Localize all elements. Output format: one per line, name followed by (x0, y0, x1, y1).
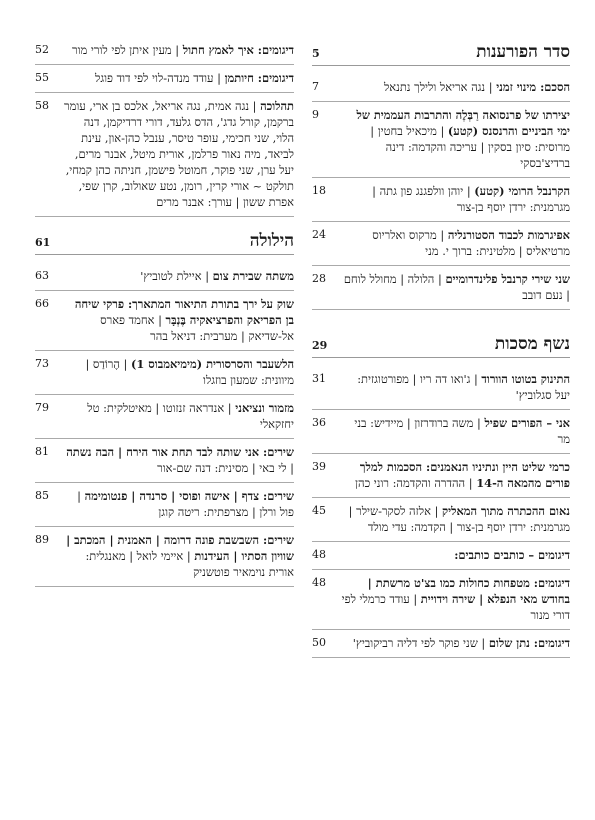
section-title: סדר הפורענות (476, 42, 570, 62)
entry-credits: | הלולה | מחולל לוחם | נעם דובב (343, 272, 570, 302)
entry-credits: | איימי לואל | מאנגלית: אורית נוימאיר פוטשניק (85, 549, 294, 579)
entry-title: אני – הפורים שפיל (484, 416, 570, 430)
toc-entry[interactable] (35, 527, 294, 587)
toc-entry[interactable] (35, 263, 294, 291)
entry-title: דיגומים: נתן שלום (488, 636, 570, 650)
entry-credits: | יוהן וולפגנג פון גתה | מגרמנית: ירדן יוסף בן-צור (372, 184, 570, 214)
entry-page-number: 48 (312, 576, 326, 589)
entry-title: הסכם: מינוי זמני (496, 80, 570, 94)
entry-title: דיגומים: מטפחות כחולות כמו בצ'ט מרשתת | בחודש מאי הנפלא | שירה וידויית (367, 576, 570, 606)
entry-title: שני שירי קרנבל פלינדרומיים (445, 272, 570, 286)
entry-page-number: 28 (312, 272, 326, 285)
section-title: הילולה (249, 231, 294, 251)
entry-page-number: 48 (312, 548, 326, 561)
entry-title: דיגומים: חיותמן (224, 71, 294, 85)
entry-title: הלשעבר והסרסורית (מימיאמבוס 1) (131, 357, 294, 371)
entry-credits: | אחמד פארס אל-שדיאק | מערבית: דניאל בהר (100, 313, 294, 343)
entry-title: יצירתו של פרנסואה רַבְּלֶה והתרבות העממית של ימי הביניים והרנסנס (קטע) (356, 108, 570, 138)
toc-entry[interactable] (312, 454, 570, 498)
entry-page-number: 55 (35, 71, 49, 84)
entry-title: הקרנבל הרומי (קטע) (474, 184, 570, 198)
entry-credits: | אלזה לסקר-שילר | מגרמנית: ירדן יוסף בן-צור | הקדמה: עדי מולד (348, 504, 570, 534)
entry-credits: | הֶרוֹדַס | מיוונית: שמעון בוזגלו (85, 357, 294, 387)
entry-credits: | ג'ואו דה ריו | מפורטוגזית: יעל סגלוביץ' (357, 372, 570, 402)
entry-credits: | משה ברודרזון | מיידיש: בני מר (354, 416, 570, 446)
entry-title: שירים: צדף | אישה ופוסי | סרנדה | פנטומימה (84, 489, 294, 503)
entry-title: כרמי שליט היין ונתיניו הנאמנים: הסכמות למלך פורים מהמאה ה-14 (359, 460, 570, 490)
entry-page-number: 79 (35, 401, 49, 414)
entry-page-number: 89 (35, 533, 49, 546)
toc-entry[interactable] (312, 630, 570, 658)
entry-page-number: 45 (312, 504, 326, 517)
entry-title: אפיגרמות לכבוד הסטורנליה (447, 228, 570, 242)
entry-page-number: 85 (35, 489, 49, 502)
entry-credits: | לי באי | מסינית: דנה שם-אור (157, 461, 294, 475)
toc-entry[interactable] (312, 102, 570, 178)
section-page: 61 (35, 236, 51, 249)
entry-title: דיגומים: איך לאמץ חתול (182, 43, 294, 57)
toc-entry[interactable] (35, 439, 294, 483)
entry-page-number: 73 (35, 357, 49, 370)
toc-entry[interactable] (312, 498, 570, 542)
entry-page-number: 18 (312, 184, 326, 197)
section-header (312, 42, 570, 66)
toc-entry[interactable] (35, 351, 294, 395)
entry-page-number: 58 (35, 99, 49, 112)
entry-page-number: 36 (312, 416, 326, 429)
entry-page-number: 24 (312, 228, 326, 241)
toc-entry[interactable] (312, 542, 570, 570)
entry-title: מזמור ונציאני (235, 401, 294, 415)
entry-credits: | עודד כרמלי לפי דורי מנור (341, 592, 570, 622)
entry-credits: | אנדראה זנזוטו | מאיטלקית: טל יחזקאלי (87, 401, 294, 431)
toc-entry[interactable] (312, 570, 570, 630)
entry-title: משתה שבירת צום (212, 269, 294, 283)
spacer (35, 217, 294, 231)
entry-credits: | ההדרה והקדמה: רוני כהן (355, 476, 473, 490)
section-title: נשף מסכות (494, 334, 570, 354)
toc-entry[interactable] (312, 366, 570, 410)
entry-page-number: 39 (312, 460, 326, 473)
entry-page-number: 52 (35, 43, 49, 56)
entry-page-number: 9 (312, 108, 319, 121)
toc-entry[interactable] (312, 266, 570, 310)
toc-entry[interactable] (35, 65, 294, 93)
entry-credits: | מרקוס ואלריוס מרטיאליס | מלטינית: ברוך י. מני (372, 228, 570, 258)
spacer (312, 310, 570, 334)
entry-credits: | מעין איתן לפי לורי מור (72, 43, 180, 57)
entry-credits: | נגה אריאל ולילך נתנאל (383, 80, 493, 94)
toc-entry[interactable] (312, 222, 570, 266)
entry-title: שוק על ירך בתורת התיאור המתארך: פרקי שיחה בן הפריאק והפרציאקיה בֶּנְבָּר (74, 297, 294, 327)
entry-page-number: 7 (312, 80, 319, 93)
entry-page-number: 81 (35, 445, 49, 458)
left-column (35, 42, 294, 587)
entry-title: תהלוכה (260, 99, 294, 113)
right-column (312, 42, 570, 658)
toc-entry[interactable] (35, 291, 294, 351)
entry-page-number: 31 (312, 372, 326, 385)
toc-entry[interactable] (35, 395, 294, 439)
toc-entry[interactable] (35, 93, 294, 217)
entry-credits: | עודד מנדה-לוי לפי דוד פוגל (95, 71, 221, 85)
toc-entry[interactable] (312, 74, 570, 102)
entry-title: שירים: אני שותה לבד תחת אור הירח | הבה נשתה (66, 445, 294, 459)
entry-page-number: 63 (35, 269, 49, 282)
entry-credits: | פול ורלן | מצרפתית: ריטה קוגן (77, 489, 294, 519)
toc-entry[interactable] (312, 178, 570, 222)
entry-credits: | מיכאיל בחטין | מרוסית: סיון בסקין | עריכה והקדמה: דינה ברדיצ'בסקי (370, 124, 570, 170)
entry-title: נאום ההכתרה מתוך המאליק (442, 504, 570, 518)
entry-page-number: 66 (35, 297, 49, 310)
entry-credits: | שני פוקר לפי דליה רביקוביץ' (352, 636, 486, 650)
entry-page-number: 50 (312, 636, 326, 649)
section-page: 5 (312, 47, 320, 60)
section-header (312, 334, 570, 358)
entry-title: דיגומים – כותבים כותבים: (454, 548, 570, 562)
entry-credits: | נגה אמית, נגה אריאל, אלכס בן ארי, עומר ברקמן, קורל גדג', הדס גלעד, דורי דרדיקמן, דנה הלוי, שני חכימי, עופר טיסר, ענבל כהן-און, עינת לביאד, מיה נאור פרלמן, אורית מיטל, אבנר מרים, יעל ערן, שני פוקר, חמוטל פישמן, חניתה כהן קמחי, תולקט ~ אורי קרין, רומן, נטע שאולוב, קרן שפי, אפרת ששון | עורך: אבנר מרים (63, 99, 294, 209)
entry-title: שירים: השבשבת פונה דרומה | האמנית | המכתב | שוויון הסתיו | העידנות (66, 533, 294, 563)
toc-entry[interactable] (312, 410, 570, 454)
section-page: 29 (312, 339, 328, 352)
toc-entry[interactable] (35, 483, 294, 527)
toc-entry[interactable] (35, 42, 294, 65)
section-header (35, 231, 294, 255)
entry-credits: | איילת לטוביץ' (140, 269, 210, 283)
entry-title: התינוק בטוטו הוורוד (481, 372, 570, 386)
